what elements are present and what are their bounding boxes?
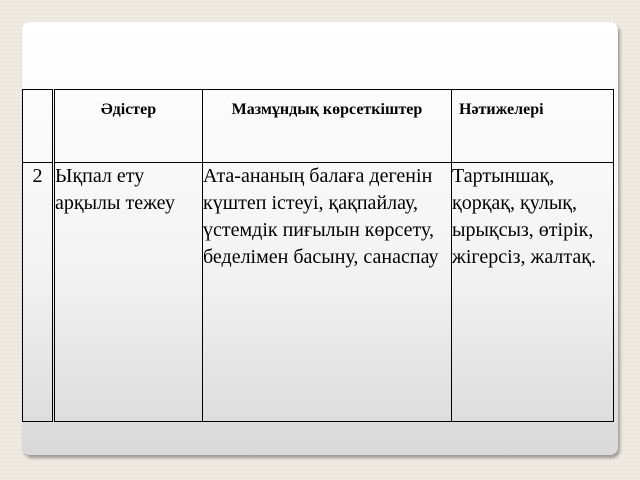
methods-table: [22, 89, 614, 422]
table-header-row: [23, 90, 614, 163]
row-results: Тартыншақ, қорқақ, қулық, ырықсыз, өтірік, жігерсіз, жалтақ.: [452, 163, 614, 422]
header-results: Нәтижелері: [452, 90, 614, 163]
slide-card: [22, 22, 618, 455]
row-number: 2: [23, 163, 54, 422]
header-methods: Әдістер: [54, 90, 203, 163]
header-number-cell: [23, 90, 54, 163]
row-content: Ата-ананың балаға дегенін күштеп істеуі, қақпайлау, үстемдік пиғылын көрсету, беделімен басыну, санаспау: [203, 163, 452, 422]
table-row: [23, 163, 614, 422]
row-method: Ықпал ету арқылы тежеу: [54, 163, 203, 422]
header-content-indicators: Мазмұндық көрсеткіштер: [203, 90, 452, 163]
